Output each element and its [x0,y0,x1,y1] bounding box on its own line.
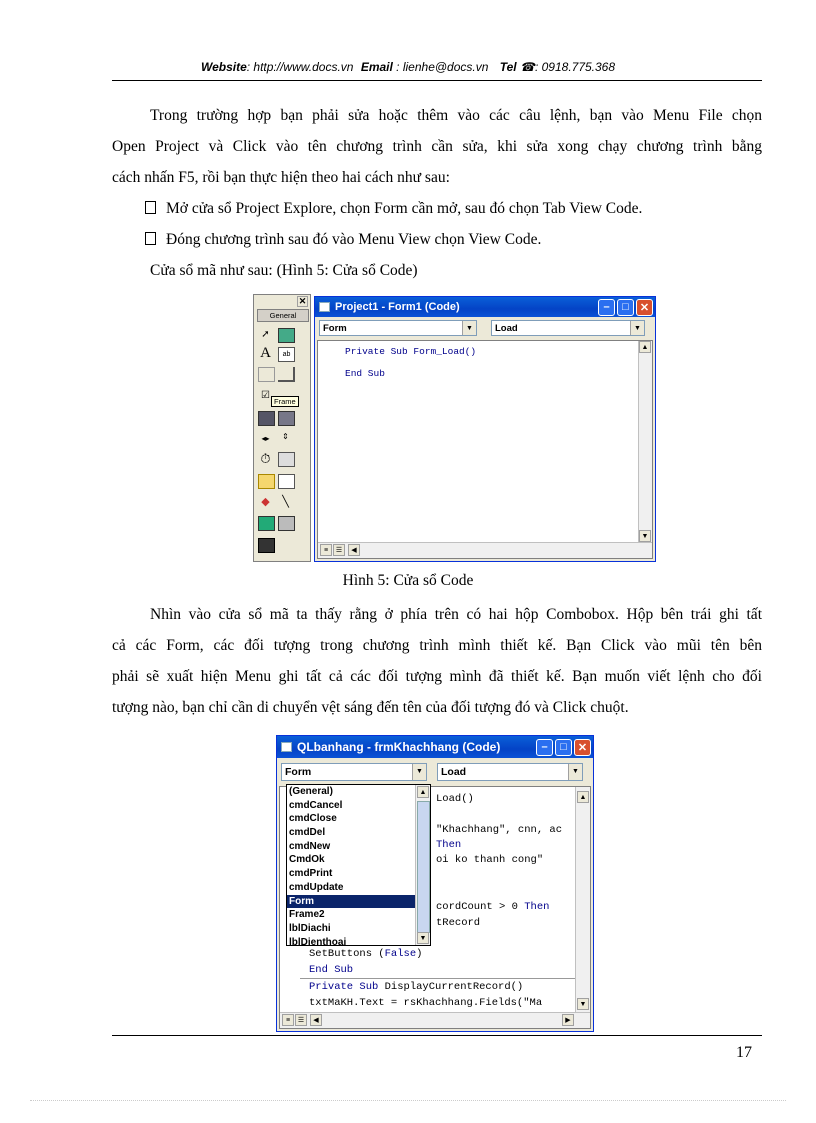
maximize-icon[interactable]: □ [617,299,634,316]
scroll-thumb[interactable] [417,801,430,933]
para2-line-4: tượng nào, bạn chỉ cần di chuyển vệt sáng đến tên của đối tượng đó và Click chuột. [112,699,629,716]
line-icon[interactable]: ╲ [282,496,289,508]
chevron-down-icon[interactable]: ▼ [462,321,476,335]
list-item[interactable]: CmdOk [289,854,325,866]
para1-line-1: Trong trường hợp bạn phải sửa hoặc thêm vào các câu lệnh, bạn vào Menu File chọn [150,107,762,124]
procedure-combo-value: Load [495,322,518,334]
list-item[interactable]: lblDienthoai [289,936,347,948]
code-line: Then [436,839,462,851]
code-line: oi ko thanh cong" [436,854,544,866]
code-line: Load() [436,793,474,805]
list-item[interactable]: cmdClose [289,813,337,825]
procedure-combo[interactable] [491,320,645,336]
code-line: End Sub [309,964,354,976]
vscrollbar-icon[interactable]: ⇕ [282,432,289,441]
label-icon[interactable]: A [260,345,271,361]
para1-line-3: cách nhấn F5, rồi bạn thực hiện theo hai cách như sau: [112,169,450,186]
commandbutton-icon[interactable] [278,367,295,382]
image-icon[interactable] [258,516,275,531]
footer-rule [112,1035,762,1036]
frame-icon[interactable] [258,367,275,382]
list-item[interactable]: cmdNew [289,840,331,852]
header-rule [112,80,762,81]
procedure-view-icon[interactable]: ≡ [320,544,332,556]
tel-value: : 0918.775.368 [534,60,616,74]
paragraph-2 [112,599,762,723]
bullet-1-text: Mở cửa sổ Project Explore, chọn Form cần mở, sau đó chọn Tab View Code. [166,200,643,217]
para1-line-2: Open Project và Click vào tên chương trình cần sửa, khi sửa xong chạy chương trình bằng [112,138,762,155]
code-line: Private Sub Form_Load() [345,346,477,357]
website-label: Website [200,60,247,74]
list-item[interactable]: cmdPrint [289,868,333,880]
bullet-2-text: Đóng chương trình sau đó vào Menu View chọn View Code. [166,231,542,248]
code-line: txtMaKH.Text = rsKhachhang.Fields("Ma [309,997,543,1009]
code-line: "Khachhang", cnn, ac [436,824,563,836]
object-combo[interactable] [319,320,477,336]
code-line: tRecord [436,917,481,929]
scroll-up-icon[interactable]: ▲ [639,341,651,353]
code-window-2-combos [277,758,593,785]
full-module-view-icon[interactable]: ☰ [333,544,345,556]
bullet-box-icon [145,201,156,214]
list-item[interactable]: (General) [289,786,333,797]
scroll-down-icon[interactable]: ▼ [639,530,651,542]
scroll-left-icon[interactable]: ◀ [310,1014,322,1026]
list-item[interactable]: lblDiachi [289,922,331,934]
website-value: : http://www.docs.vn [246,60,354,74]
vb-window-icon [319,302,330,312]
code-window-1-title: Project1 - Form1 (Code) [335,301,460,313]
maximize-icon[interactable]: □ [555,739,572,756]
paragraph-1 [112,100,762,193]
code-line: Private Sub DisplayCurrentRecord() [309,981,524,993]
page-number: 17 [736,1044,752,1061]
close-icon[interactable]: ✕ [298,296,307,306]
bullet-1 [145,200,642,218]
ole-icon[interactable] [258,538,275,553]
bullet-box-icon [145,232,156,245]
code-window-2-title: QLbanhang - frmKhachhang (Code) [297,740,501,754]
procedure-combo[interactable] [437,763,583,781]
object-combo-value: Form [285,765,312,778]
minimize-icon[interactable]: – [598,299,615,316]
dirlistbox-icon[interactable] [258,474,275,489]
chevron-down-icon[interactable]: ▼ [568,764,582,780]
vertical-scrollbar[interactable] [575,787,590,1012]
para2-line-1: Nhìn vào cửa sổ mã ta thấy rằng ở phía trên có hai hộp Combobox. Hộp bên trái ghi tất [150,606,762,623]
list-item[interactable]: cmdCancel [289,799,343,811]
list-item[interactable]: Frame2 [289,909,325,921]
checkbox-icon[interactable]: ☑ [261,390,270,401]
para2-line-3: phải sẽ xuất hiện Menu ghi tất cả các đối tượng mình đã thiết kế. Bạn muốn viết lệnh cho đối [112,668,762,685]
email-value: : lienhe@docs.vn [396,60,489,74]
toolbox-general-tab[interactable]: General [257,309,309,322]
code-line: cordCount > 0 Then [436,901,550,913]
code-window-1-combos [315,317,655,339]
filelistbox-icon[interactable] [278,474,295,489]
page-bottom-dotted-line [30,1100,786,1101]
chevron-down-icon[interactable]: ▼ [412,764,426,780]
toolbox-tooltip: Frame [271,396,299,407]
code-window-1 [314,296,656,562]
horizontal-scrollbar[interactable] [318,542,652,558]
procedure-combo-value: Load [441,765,467,778]
email-label: Email [360,60,393,74]
dropdown-scrollbar[interactable] [415,785,430,945]
close-icon[interactable]: ✕ [636,299,653,316]
bullet-2 [145,231,541,249]
list-item[interactable]: cmdDel [289,827,326,839]
figure-caption: Hình 5: Cửa sổ Code [342,572,474,589]
listbox-icon[interactable] [278,411,295,426]
list-item-selected[interactable]: Form [287,895,416,909]
toolbox-panel [253,294,311,562]
scroll-up-icon[interactable]: ▲ [577,791,589,803]
code-line: SetButtons (False) [309,948,423,960]
scroll-down-icon[interactable]: ▼ [577,998,589,1010]
textbox-icon[interactable]: ab [278,347,295,362]
tel-label: Tel [499,60,517,74]
data-icon[interactable] [278,516,295,531]
close-icon[interactable]: ✕ [574,739,591,756]
procedure-separator [300,978,576,979]
code-line: End Sub [345,368,385,379]
scroll-up-icon[interactable]: ▲ [417,786,429,798]
picturebox-icon[interactable] [278,328,295,343]
object-combo-value: Form [323,322,347,334]
full-module-view-icon[interactable]: ☰ [295,1014,307,1026]
pointer-icon[interactable]: ➚ [261,329,270,340]
list-item[interactable]: cmdUpdate [289,881,344,893]
procedure-view-icon[interactable]: ≡ [282,1014,294,1026]
page-header [0,60,816,74]
horizontal-scrollbar[interactable] [280,1012,590,1028]
scroll-right-icon[interactable]: ▶ [562,1014,574,1026]
code-window-1-titlebar[interactable] [315,297,655,317]
object-combo[interactable] [281,763,427,781]
intro-line: Cửa sổ mã như sau: (Hình 5: Cửa sổ Code) [150,262,418,279]
shape-icon[interactable]: ◆ [261,496,270,508]
minimize-icon[interactable]: – [536,739,553,756]
para2-line-2: cả các Form, các đối tượng trong chương trình mình thiết kế. Bạn Click vào mũi tên bên [112,637,762,654]
object-dropdown-list[interactable] [286,784,431,946]
chevron-down-icon[interactable]: ▼ [630,321,644,335]
hscrollbar-icon[interactable]: ◂▸ [261,434,270,443]
vertical-scrollbar[interactable] [638,341,652,542]
scroll-down-icon[interactable]: ▼ [417,932,429,944]
code-editor-1[interactable] [317,340,653,559]
vb-window-icon [281,742,292,752]
drivelistbox-icon[interactable] [278,452,295,467]
timer-icon[interactable]: ⏱ [260,450,271,466]
code-window-2-titlebar[interactable] [277,736,593,758]
phone-icon: ☎ [520,60,535,74]
combobox-icon[interactable] [258,411,275,426]
scroll-left-icon[interactable]: ◀ [348,544,360,556]
